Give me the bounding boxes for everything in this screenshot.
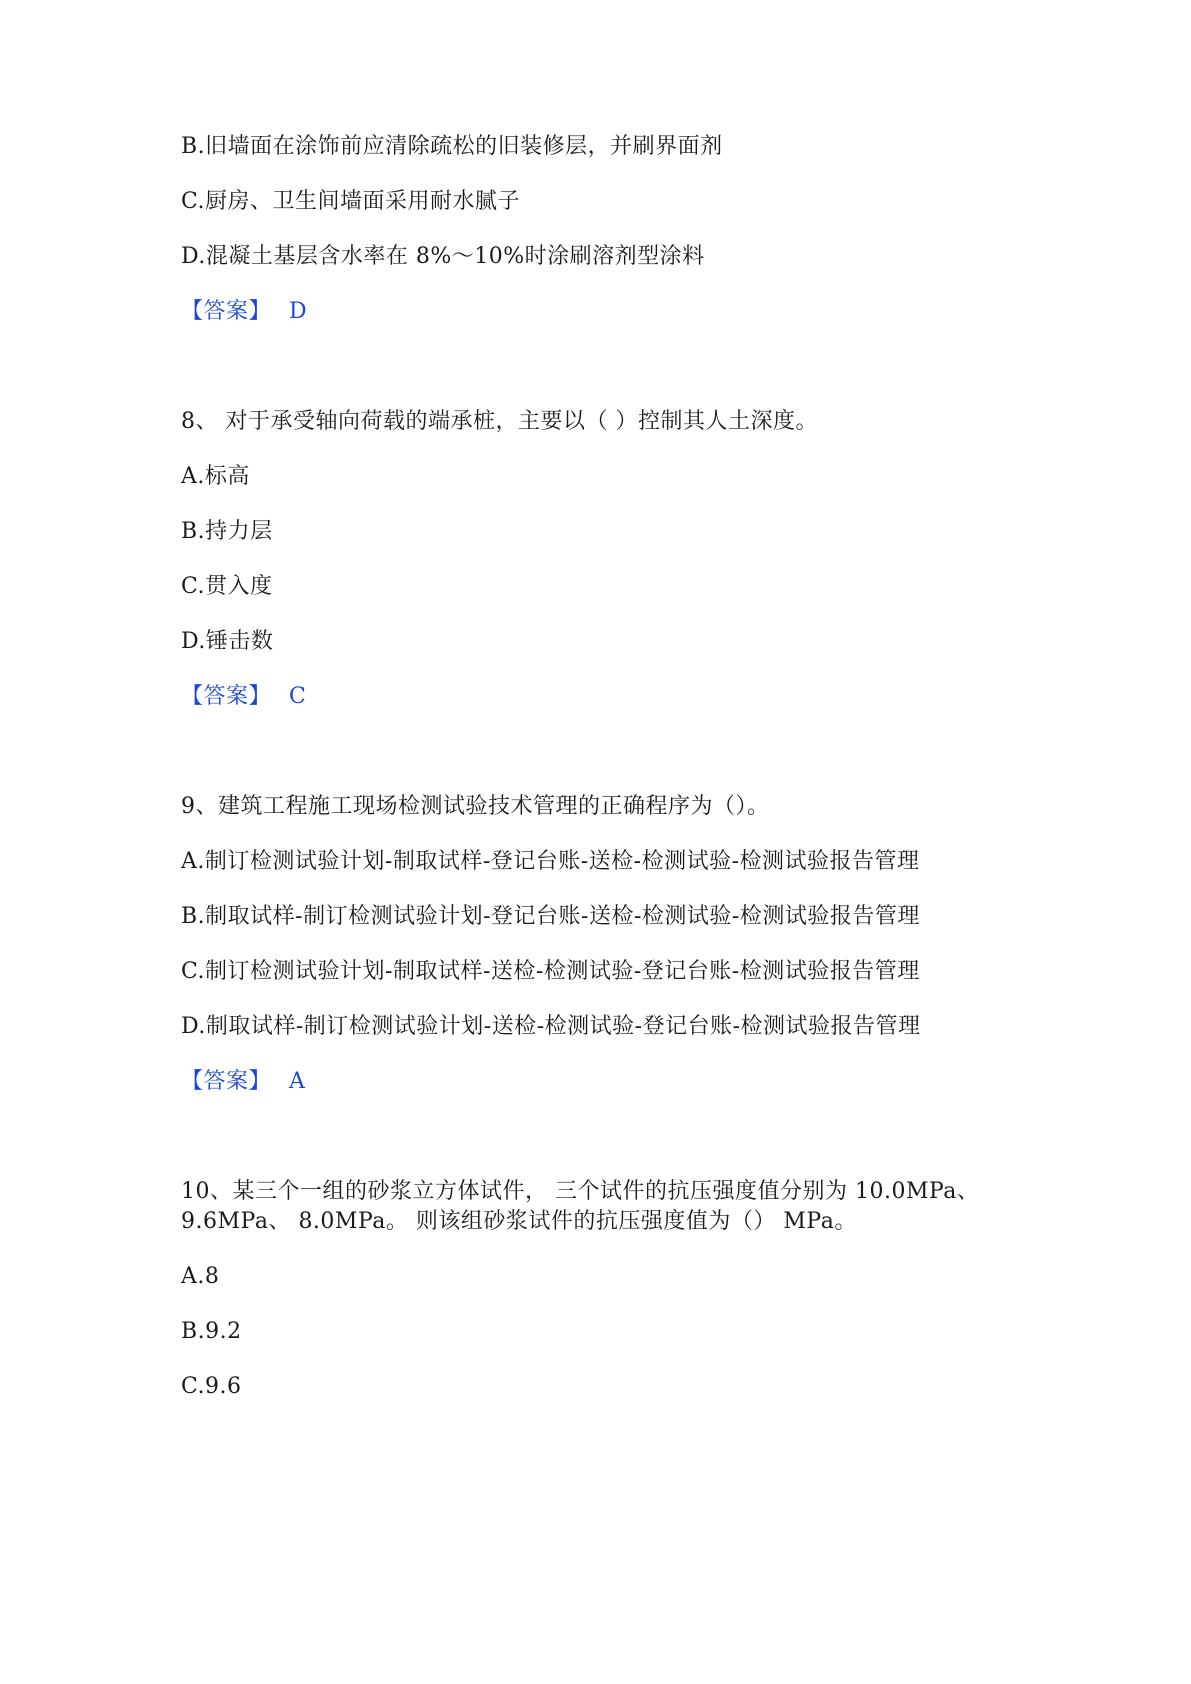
q8-answer [181, 682, 1071, 712]
answer-value: A [289, 1069, 306, 1094]
q8-option-c: C.贯入度 [181, 574, 273, 599]
q9-option-a: A.制订检测试验计划-制取试样-登记台账-送检-检测试验-检测试验报告管理 [181, 849, 920, 874]
answer-label: 【答案】 [181, 1069, 272, 1094]
answer-value: D [289, 299, 308, 324]
q10-option-b: B.9.2 [181, 1319, 242, 1344]
answer-label: 【答案】 [181, 684, 272, 709]
answer-value: C [289, 684, 307, 709]
q9-stem: 9、建筑工程施工现场检测试验技术管理的正确程序为（）。 [181, 794, 770, 819]
q10-option-a: A.8 [181, 1264, 220, 1289]
q7-answer [181, 297, 1071, 327]
answer-label: 【答案】 [181, 299, 272, 324]
q8-option-d: D.锤击数 [181, 629, 274, 654]
q9-option-d: D.制取试样-制订检测试验计划-送检-检测试验-登记台账-检测试验报告管理 [181, 1014, 921, 1039]
q9-answer [181, 1067, 1071, 1097]
q7-option-b: B.旧墙面在涂饰前应清除疏松的旧装修层，并刷界面剂 [181, 134, 723, 159]
q9-option-b: B.制取试样-制订检测试验计划-登记台账-送检-检测试验-检测试验报告管理 [181, 904, 920, 929]
q10-stem-line1: 10、某三个一组的砂浆立方体试件， 三个试件的抗压强度值分别为 10.0MPa、 [181, 1179, 980, 1204]
q9-option-c: C.制订检测试验计划-制取试样-送检-检测试验-登记台账-检测试验报告管理 [181, 959, 920, 984]
q7-option-c: C.厨房、卫生间墙面采用耐水腻子 [181, 189, 521, 214]
q10-option-c: C.9.6 [181, 1374, 242, 1399]
q7-option-d: D.混凝土基层含水率在 8%～10%时涂刷溶剂型涂料 [181, 244, 705, 269]
q8-option-b: B.持力层 [181, 519, 273, 544]
q10-stem-line2: 9.6MPa、 8.0MPa。 则该组砂浆试件的抗压强度值为（） MPa。 [181, 1209, 857, 1234]
q8-stem: 8、 对于承受轴向荷载的端承桩，主要以（ ）控制其人土深度。 [181, 409, 818, 434]
q8-option-a: A.标高 [181, 464, 250, 489]
